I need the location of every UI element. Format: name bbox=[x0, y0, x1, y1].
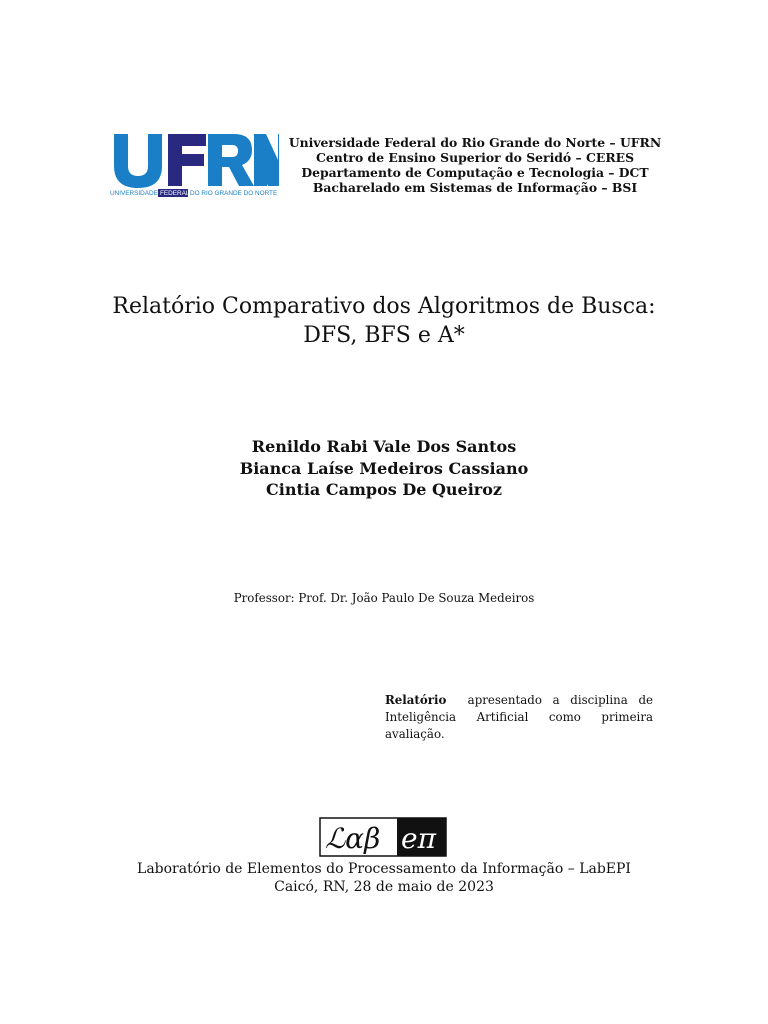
professor-line: Professor: Prof. Dr. João Paulo De Souza Medeiros bbox=[233, 591, 535, 605]
institution-line-course: Bacharelado em Sistemas de Informação – BSI bbox=[312, 180, 638, 195]
labepi-glyph-right: eπ bbox=[401, 822, 436, 855]
institution-line-university: Universidade Federal do Rio Grande do Norte – UFRN bbox=[288, 135, 662, 150]
tagline-box: FEDERAL bbox=[160, 190, 190, 197]
footer bbox=[60, 860, 708, 896]
institution-line-center: Centro de Ensino Superior do Seridó – CERES bbox=[315, 150, 635, 165]
tagline-right: DO RIO GRANDE DO NORTE bbox=[190, 190, 278, 197]
place-date: Caicó, RN, 28 de maio de 2023 bbox=[274, 879, 494, 895]
author-name: Cintia Campos De Queiroz bbox=[266, 480, 502, 499]
labepi-logo bbox=[319, 817, 447, 857]
ufrn-logo bbox=[108, 128, 280, 198]
institution-line-department: Departamento de Computação e Tecnologia – DCT bbox=[301, 165, 649, 180]
labepi-glyph-left: ℒαβ bbox=[325, 822, 381, 855]
tagline-left: UNIVERSIDADE bbox=[110, 190, 158, 197]
document-title bbox=[60, 292, 708, 350]
title-line-1: Relatório Comparativo dos Algoritmos de Busca: bbox=[112, 294, 656, 319]
report-label: Relatório bbox=[385, 693, 447, 707]
lab-name: Laboratório de Elementos do Processamento da Informação – LabEPI bbox=[137, 861, 631, 877]
title-line-2: DFS, BFS e A* bbox=[303, 323, 465, 348]
report-text: apresentado a disciplina de Inteligência Artificial como primeira avaliação. bbox=[385, 693, 653, 741]
author-name: Bianca Laíse Medeiros Cassiano bbox=[239, 458, 529, 478]
authors-list bbox=[60, 436, 708, 501]
author-name: Renildo Rabi Vale Dos Santos bbox=[251, 437, 517, 456]
report-note bbox=[385, 692, 653, 743]
institution-block bbox=[280, 135, 670, 195]
